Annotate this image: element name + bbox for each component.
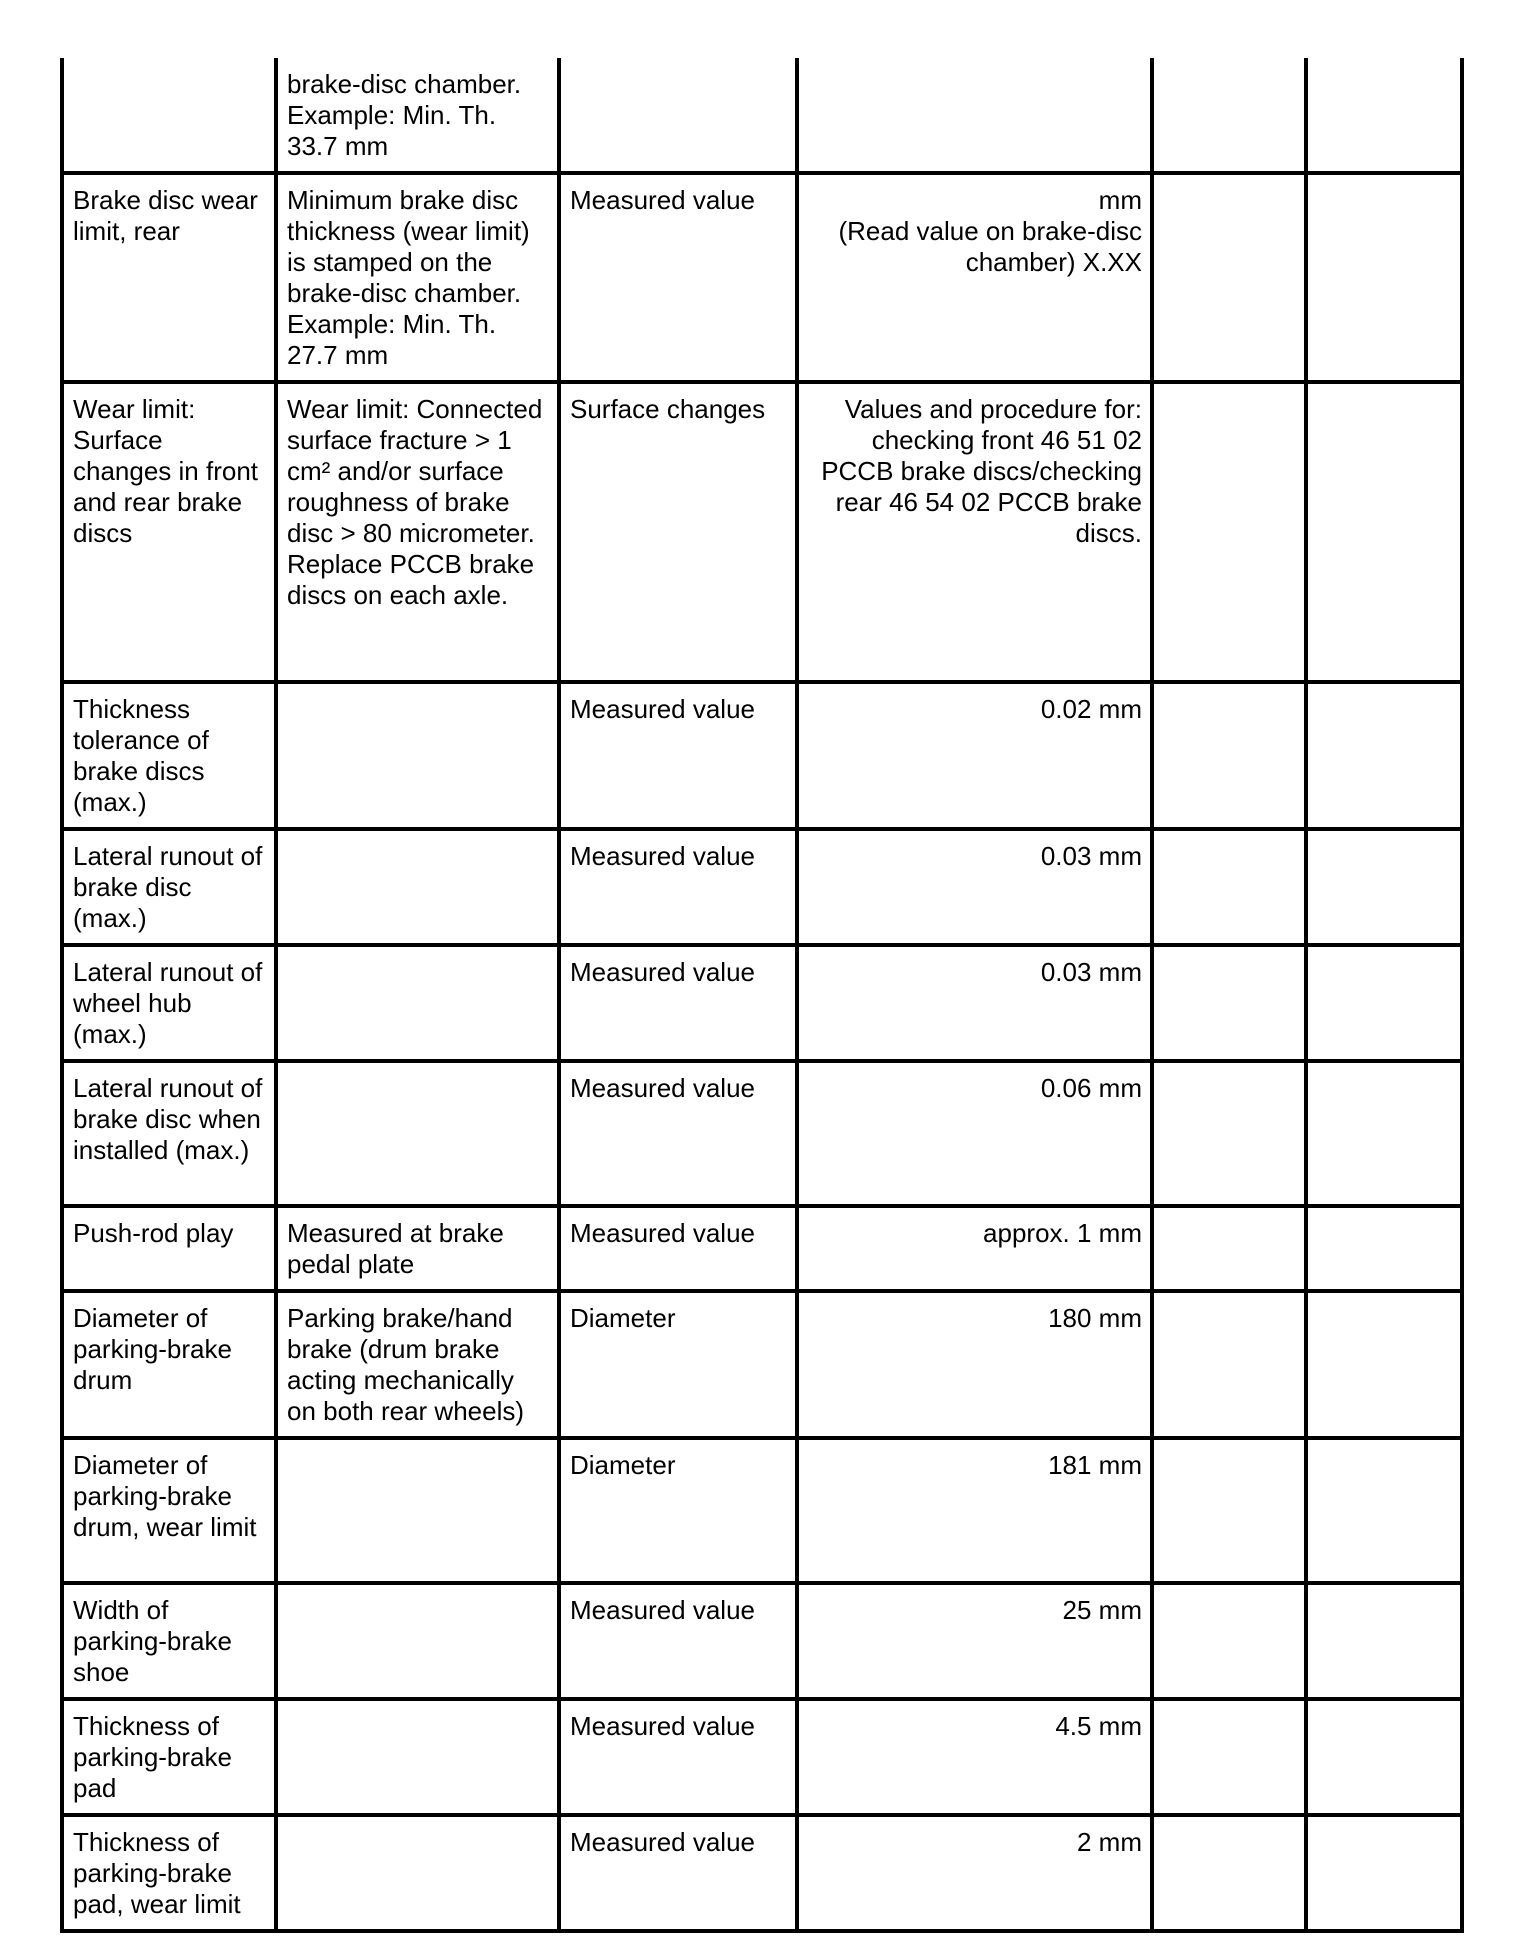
empty-cell bbox=[1306, 829, 1462, 945]
parameter-cell: Thickness of parking-brake pad, wear limit bbox=[62, 1815, 276, 1931]
value-cell: 0.03 mm bbox=[797, 945, 1152, 1061]
empty-cell bbox=[1306, 173, 1462, 382]
empty-cell bbox=[1306, 1815, 1462, 1931]
note-cell: brake-disc chamber. Example: Min. Th. 33.7 mm bbox=[276, 58, 559, 173]
table-row bbox=[62, 682, 1462, 829]
parameter-cell: Diameter of parking-brake drum, wear limit bbox=[62, 1438, 276, 1583]
parameter-cell: Lateral runout of wheel hub (max.) bbox=[62, 945, 276, 1061]
note-cell: Measured at brake pedal plate bbox=[276, 1206, 559, 1291]
value-cell: 181 mm bbox=[797, 1438, 1152, 1583]
empty-cell bbox=[1152, 1438, 1306, 1583]
empty-cell bbox=[1152, 58, 1306, 173]
parameter-cell: Lateral runout of brake disc when installed (max.) bbox=[62, 1061, 276, 1206]
value-cell bbox=[797, 58, 1152, 173]
check-cell: Surface changes bbox=[559, 382, 797, 682]
note-cell bbox=[276, 682, 559, 829]
note-cell bbox=[276, 1699, 559, 1815]
value-cell: 0.03 mm bbox=[797, 829, 1152, 945]
table-row bbox=[62, 58, 1462, 173]
parameter-cell: Width of parking-brake shoe bbox=[62, 1583, 276, 1699]
table-row bbox=[62, 829, 1462, 945]
check-cell: Diameter bbox=[559, 1291, 797, 1438]
value-cell: approx. 1 mm bbox=[797, 1206, 1152, 1291]
table-row bbox=[62, 1699, 1462, 1815]
empty-cell bbox=[1306, 1291, 1462, 1438]
empty-cell bbox=[1306, 945, 1462, 1061]
table-row bbox=[62, 1061, 1462, 1206]
empty-cell bbox=[1152, 382, 1306, 682]
empty-cell bbox=[1152, 829, 1306, 945]
check-cell: Measured value bbox=[559, 1815, 797, 1931]
check-cell: Measured value bbox=[559, 1061, 797, 1206]
parameter-cell: Brake disc wear limit, rear bbox=[62, 173, 276, 382]
value-cell: 0.06 mm bbox=[797, 1061, 1152, 1206]
empty-cell bbox=[1306, 58, 1462, 173]
table-row bbox=[62, 945, 1462, 1061]
empty-cell bbox=[1306, 1438, 1462, 1583]
value-cell: 180 mm bbox=[797, 1291, 1152, 1438]
check-cell: Measured value bbox=[559, 1699, 797, 1815]
note-cell bbox=[276, 1583, 559, 1699]
empty-cell bbox=[1152, 1206, 1306, 1291]
empty-cell bbox=[1306, 1061, 1462, 1206]
check-cell: Measured value bbox=[559, 945, 797, 1061]
parameter-cell bbox=[62, 58, 276, 173]
value-cell: 0.02 mm bbox=[797, 682, 1152, 829]
table-row bbox=[62, 1291, 1462, 1438]
note-cell bbox=[276, 945, 559, 1061]
note-cell: Parking brake/hand brake (drum brake acting mechanically on both rear wheels) bbox=[276, 1291, 559, 1438]
note-cell: Minimum brake disc thickness (wear limit) is stamped on the brake-disc chamber. Example: Min. Th. 27.7 mm bbox=[276, 173, 559, 382]
note-cell bbox=[276, 1438, 559, 1583]
empty-cell bbox=[1152, 945, 1306, 1061]
value-cell: 4.5 mm bbox=[797, 1699, 1152, 1815]
empty-cell bbox=[1306, 382, 1462, 682]
empty-cell bbox=[1306, 1583, 1462, 1699]
table-row bbox=[62, 173, 1462, 382]
value-cell: 2 mm bbox=[797, 1815, 1152, 1931]
empty-cell bbox=[1152, 1061, 1306, 1206]
empty-cell bbox=[1306, 1206, 1462, 1291]
check-cell: Measured value bbox=[559, 682, 797, 829]
empty-cell bbox=[1152, 1699, 1306, 1815]
value-cell: mm (Read value on brake-disc chamber) X.XX bbox=[797, 173, 1152, 382]
table-row bbox=[62, 382, 1462, 682]
parameter-cell: Push-rod play bbox=[62, 1206, 276, 1291]
value-cell: Values and procedure for: checking front 46 51 02 PCCB brake discs/checking rear 46 54 02 PCCB brake discs. bbox=[797, 382, 1152, 682]
empty-cell bbox=[1306, 682, 1462, 829]
empty-cell bbox=[1152, 1583, 1306, 1699]
parameter-cell: Lateral runout of brake disc (max.) bbox=[62, 829, 276, 945]
check-cell: Measured value bbox=[559, 173, 797, 382]
table-row bbox=[62, 1815, 1462, 1931]
parameter-cell: Diameter of parking-brake drum bbox=[62, 1291, 276, 1438]
note-cell bbox=[276, 829, 559, 945]
table-row bbox=[62, 1438, 1462, 1583]
empty-cell bbox=[1152, 173, 1306, 382]
note-cell: Wear limit: Connected surface fracture > 1 cm² and/or surface roughness of brake disc > 80 micrometer. Replace PCCB brake discs on each axle. bbox=[276, 382, 559, 682]
empty-cell bbox=[1152, 1815, 1306, 1931]
brake-specifications-table bbox=[60, 58, 1464, 1933]
parameter-cell: Wear limit: Surface changes in front and rear brake discs bbox=[62, 382, 276, 682]
check-cell: Measured value bbox=[559, 1206, 797, 1291]
check-cell bbox=[559, 58, 797, 173]
check-cell: Measured value bbox=[559, 829, 797, 945]
empty-cell bbox=[1152, 682, 1306, 829]
table-row bbox=[62, 1583, 1462, 1699]
value-cell: 25 mm bbox=[797, 1583, 1152, 1699]
parameter-cell: Thickness of parking-brake pad bbox=[62, 1699, 276, 1815]
parameter-cell: Thickness tolerance of brake discs (max.) bbox=[62, 682, 276, 829]
table-row bbox=[62, 1206, 1462, 1291]
empty-cell bbox=[1152, 1291, 1306, 1438]
note-cell bbox=[276, 1061, 559, 1206]
check-cell: Diameter bbox=[559, 1438, 797, 1583]
note-cell bbox=[276, 1815, 559, 1931]
check-cell: Measured value bbox=[559, 1583, 797, 1699]
empty-cell bbox=[1306, 1699, 1462, 1815]
